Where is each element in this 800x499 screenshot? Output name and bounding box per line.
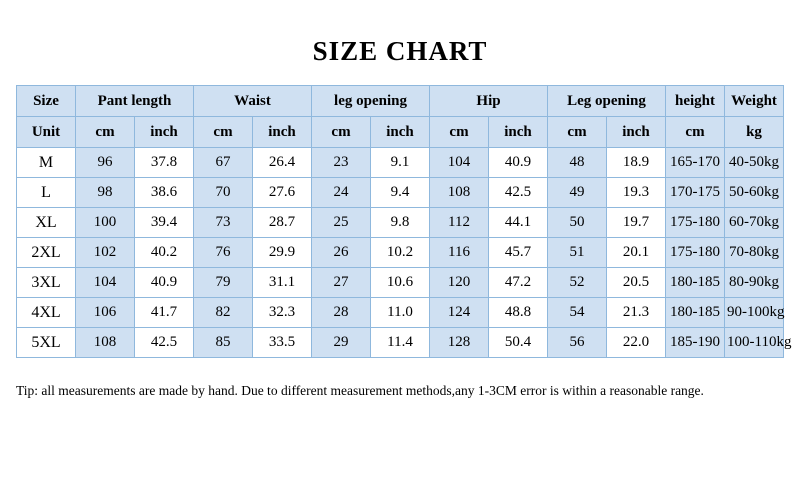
table-row <box>17 238 784 268</box>
measurement-cell: 47.2 <box>489 268 548 298</box>
unit-header-cell: cm <box>312 117 371 148</box>
measurement-cell: 108 <box>76 328 135 358</box>
measurement-cell: 49 <box>548 178 607 208</box>
size-chart-table <box>16 85 792 358</box>
measurement-cell: 54 <box>548 298 607 328</box>
measurement-cell: 38.6 <box>135 178 194 208</box>
measurement-cell: 40.9 <box>135 268 194 298</box>
group-header-cell: Leg opening <box>548 86 666 117</box>
measurement-cell: 37.8 <box>135 148 194 178</box>
measurement-cell: 40.2 <box>135 238 194 268</box>
measurement-cell: 85 <box>194 328 253 358</box>
measurement-cell: 50.4 <box>489 328 548 358</box>
measurement-cell: 9.8 <box>371 208 430 238</box>
measurement-cell: 104 <box>430 148 489 178</box>
measurement-cell: 11.0 <box>371 298 430 328</box>
table-container <box>0 85 800 358</box>
measurement-cell: 27 <box>312 268 371 298</box>
measurement-cell: 100-110kg <box>725 328 784 358</box>
unit-header-cell: inch <box>489 117 548 148</box>
measurement-cell: 104 <box>76 268 135 298</box>
unit-header-cell: Unit <box>17 117 76 148</box>
size-label-cell: 4XL <box>17 298 76 328</box>
unit-header-cell: cm <box>548 117 607 148</box>
measurement-cell: 40.9 <box>489 148 548 178</box>
unit-header-cell: inch <box>607 117 666 148</box>
group-header-cell: Size <box>17 86 76 117</box>
measurement-cell: 10.6 <box>371 268 430 298</box>
group-header-row <box>17 86 784 117</box>
group-header-cell: leg opening <box>312 86 430 117</box>
measurement-cell: 28.7 <box>253 208 312 238</box>
unit-header-cell: inch <box>253 117 312 148</box>
measurement-cell: 79 <box>194 268 253 298</box>
size-label-cell: M <box>17 148 76 178</box>
measurement-cell: 98 <box>76 178 135 208</box>
size-label-cell: 3XL <box>17 268 76 298</box>
measurement-cell: 82 <box>194 298 253 328</box>
unit-header-cell: cm <box>666 117 725 148</box>
measurement-cell: 52 <box>548 268 607 298</box>
measurement-cell: 22.0 <box>607 328 666 358</box>
measurement-cell: 33.5 <box>253 328 312 358</box>
unit-header-cell: cm <box>76 117 135 148</box>
measurement-cell: 42.5 <box>489 178 548 208</box>
size-label-cell: 5XL <box>17 328 76 358</box>
measurement-cell: 116 <box>430 238 489 268</box>
unit-header-cell: cm <box>194 117 253 148</box>
measurement-cell: 50 <box>548 208 607 238</box>
measurement-cell: 11.4 <box>371 328 430 358</box>
measurement-cell: 106 <box>76 298 135 328</box>
measurement-cell: 96 <box>76 148 135 178</box>
table-row <box>17 268 784 298</box>
measurement-cell: 27.6 <box>253 178 312 208</box>
measurement-cell: 20.5 <box>607 268 666 298</box>
measurement-cell: 10.2 <box>371 238 430 268</box>
measurement-cell: 9.1 <box>371 148 430 178</box>
measurement-cell: 32.3 <box>253 298 312 328</box>
measurement-cell: 20.1 <box>607 238 666 268</box>
measurement-cell: 21.3 <box>607 298 666 328</box>
group-header-cell: Waist <box>194 86 312 117</box>
group-header-cell: Weight <box>725 86 784 117</box>
table-row <box>17 328 784 358</box>
measurement-cell: 40-50kg <box>725 148 784 178</box>
measurement-cell: 70-80kg <box>725 238 784 268</box>
measurement-cell: 180-185 <box>666 298 725 328</box>
measurement-cell: 41.7 <box>135 298 194 328</box>
measurement-cell: 23 <box>312 148 371 178</box>
size-label-cell: XL <box>17 208 76 238</box>
measurement-cell: 175-180 <box>666 208 725 238</box>
group-header-cell: Pant length <box>76 86 194 117</box>
measurement-cell: 67 <box>194 148 253 178</box>
unit-header-cell: inch <box>135 117 194 148</box>
measurement-cell: 19.3 <box>607 178 666 208</box>
measurement-cell: 120 <box>430 268 489 298</box>
measurement-cell: 29.9 <box>253 238 312 268</box>
measurement-cell: 25 <box>312 208 371 238</box>
size-label-cell: 2XL <box>17 238 76 268</box>
measurement-cell: 80-90kg <box>725 268 784 298</box>
measurement-tip: Tip: all measurements are made by hand. Due to different measurement methods,any 1-3CM error is within a reasonable range. <box>16 383 704 398</box>
measurement-cell: 9.4 <box>371 178 430 208</box>
measurement-cell: 26 <box>312 238 371 268</box>
measurement-cell: 102 <box>76 238 135 268</box>
measurement-cell: 44.1 <box>489 208 548 238</box>
measurement-cell: 18.9 <box>607 148 666 178</box>
measurement-cell: 42.5 <box>135 328 194 358</box>
measurement-cell: 165-170 <box>666 148 725 178</box>
table-row <box>17 208 784 238</box>
measurement-cell: 45.7 <box>489 238 548 268</box>
measurement-cell: 90-100kg <box>725 298 784 328</box>
table-body <box>17 148 792 358</box>
measurement-cell: 70 <box>194 178 253 208</box>
measurement-cell: 28 <box>312 298 371 328</box>
measurement-cell: 26.4 <box>253 148 312 178</box>
group-header-cell: height <box>666 86 725 117</box>
measurement-cell: 180-185 <box>666 268 725 298</box>
measurement-cell: 128 <box>430 328 489 358</box>
measurement-cell: 24 <box>312 178 371 208</box>
measurement-cell: 124 <box>430 298 489 328</box>
measurement-cell: 19.7 <box>607 208 666 238</box>
measurement-cell: 175-180 <box>666 238 725 268</box>
measurement-cell: 56 <box>548 328 607 358</box>
measurement-cell: 112 <box>430 208 489 238</box>
table-row <box>17 148 784 178</box>
measurement-cell: 108 <box>430 178 489 208</box>
measurement-cell: 48 <box>548 148 607 178</box>
measurement-cell: 39.4 <box>135 208 194 238</box>
unit-header-cell: kg <box>725 117 784 148</box>
measurement-cell: 29 <box>312 328 371 358</box>
page-title: SIZE CHART <box>312 36 488 66</box>
measurement-cell: 185-190 <box>666 328 725 358</box>
size-label-cell: L <box>17 178 76 208</box>
measurement-cell: 51 <box>548 238 607 268</box>
measurement-cell: 100 <box>76 208 135 238</box>
measurement-cell: 76 <box>194 238 253 268</box>
unit-header-row <box>17 117 784 148</box>
table-row <box>17 298 784 328</box>
measurement-cell: 31.1 <box>253 268 312 298</box>
measurement-cell: 50-60kg <box>725 178 784 208</box>
unit-header-cell: cm <box>430 117 489 148</box>
measurement-cell: 73 <box>194 208 253 238</box>
group-header-cell: Hip <box>430 86 548 117</box>
measurement-cell: 170-175 <box>666 178 725 208</box>
measurement-cell: 60-70kg <box>725 208 784 238</box>
table-head <box>17 86 784 148</box>
measurement-cell: 48.8 <box>489 298 548 328</box>
table-row <box>17 178 784 208</box>
unit-header-cell: inch <box>371 117 430 148</box>
